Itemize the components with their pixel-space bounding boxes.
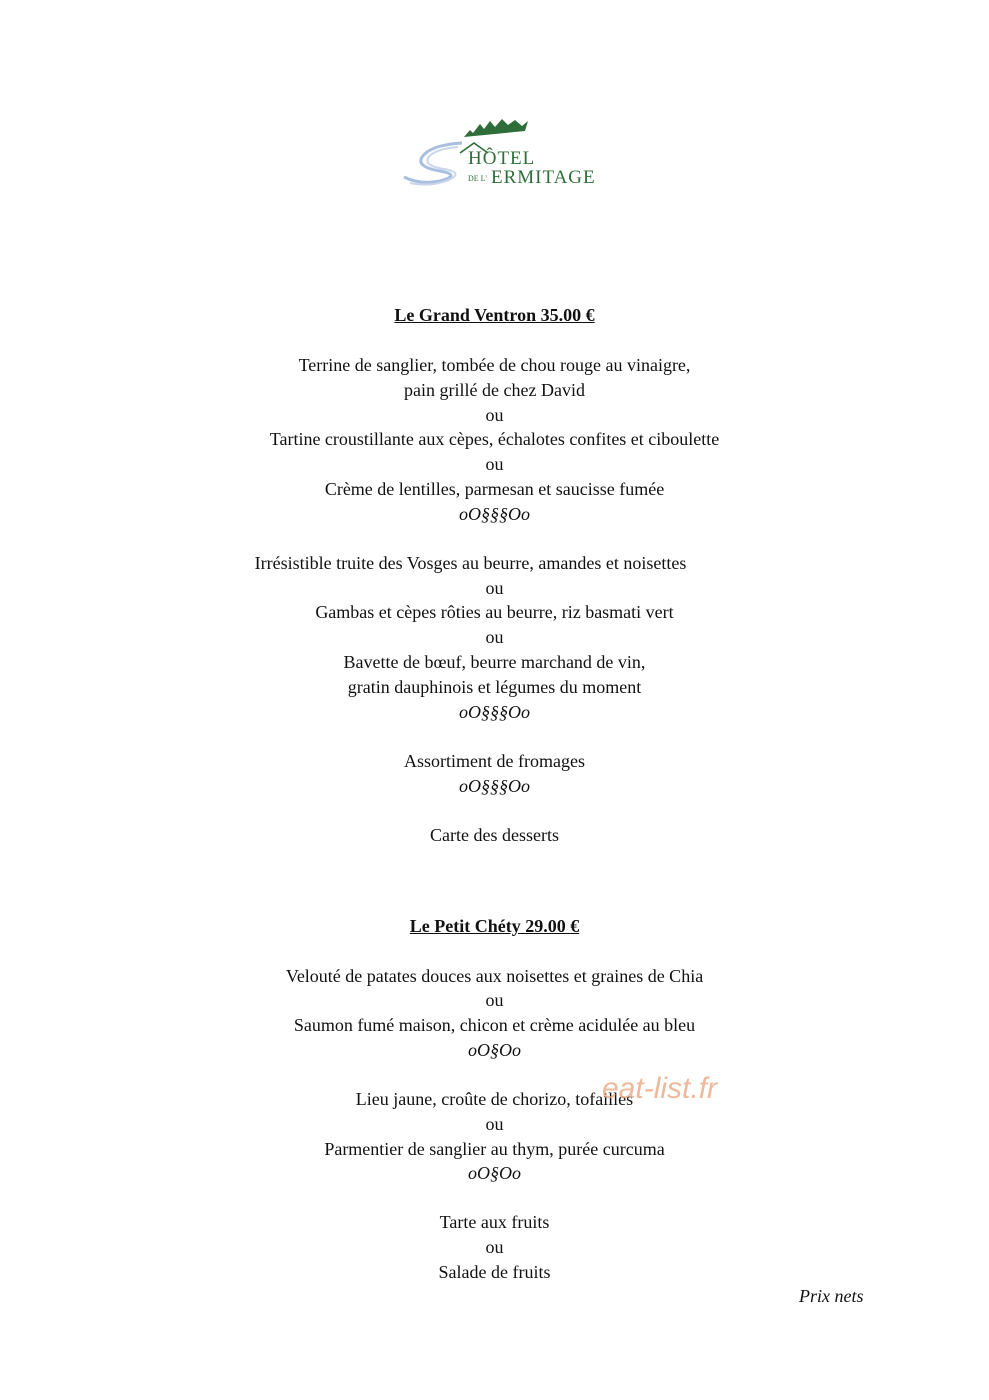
menu1-dessert: Carte des desserts <box>430 825 559 845</box>
menu1-separator-2: oO§§§Oo <box>459 702 530 722</box>
menu2-dessert-2: Salade de fruits <box>438 1262 551 1282</box>
menu2-main-2: Parmentier de sanglier au thym, purée curcuma <box>324 1139 665 1159</box>
menu2-separator-1: oO§Oo <box>468 1040 521 1060</box>
menu2-separator-2: oO§Oo <box>468 1163 521 1183</box>
menu1-or-3: ou <box>485 578 504 598</box>
menu1-main-2: Gambas et cèpes rôties au beurre, riz basmati vert <box>315 602 674 622</box>
logo-text-hotel: HÔTEL <box>468 148 536 169</box>
menu1-starter-3: Crème de lentilles, parmesan et saucisse fumée <box>324 479 665 499</box>
menu1-starter-2: Tartine croustillante aux cèpes, échalotes confites et ciboulette <box>269 429 720 449</box>
logo-text-de-l: DE L' <box>468 174 487 183</box>
menu1-starter-1a: Terrine de sanglier, tombée de chou rouge au vinaigre, <box>298 355 691 375</box>
menu1-starter-1b: pain grillé de chez David <box>404 380 585 400</box>
menu1-main-3a: Bavette de bœuf, beurre marchand de vin, <box>343 652 646 672</box>
menu1-separator-1: oO§§§Oo <box>459 504 530 524</box>
prices-note: Prix nets <box>799 1286 864 1306</box>
menu2-or-1: ou <box>485 990 504 1010</box>
menu2-or-3: ou <box>485 1237 504 1257</box>
logo-text-ermitage: ERMITAGE <box>491 167 596 188</box>
menu-title-petit-chety: Le Petit Chéty 29.00 € <box>409 916 580 936</box>
menu-title-grand-ventron: Le Grand Ventron 35.00 € <box>394 305 595 325</box>
menu2-main-1: Lieu jaune, croûte de chorizo, tofailles <box>355 1089 634 1109</box>
menu2-dessert-1: Tarte aux fruits <box>439 1212 550 1232</box>
menu1-or-4: ou <box>485 627 504 647</box>
menu1-cheese: Assortiment de fromages <box>404 751 585 771</box>
hotel-logo <box>400 115 595 195</box>
menu2-or-2: ou <box>485 1114 504 1134</box>
watermark: eat-list.fr <box>602 1072 718 1105</box>
menu2-starter-1: Velouté de patates douces aux noisettes et graines de Chia <box>285 966 704 986</box>
menu2-starter-2: Saumon fumé maison, chicon et crème acidulée au bleu <box>293 1015 696 1035</box>
menu1-or-2: ou <box>485 454 504 474</box>
menu1-main-1: Irrésistible truite des Vosges au beurre, amandes et noisettes <box>254 553 687 573</box>
menu1-main-3b: gratin dauphinois et légumes du moment <box>347 677 642 697</box>
menu1-or-1: ou <box>485 405 504 425</box>
menu1-separator-3: oO§§§Oo <box>459 776 530 796</box>
